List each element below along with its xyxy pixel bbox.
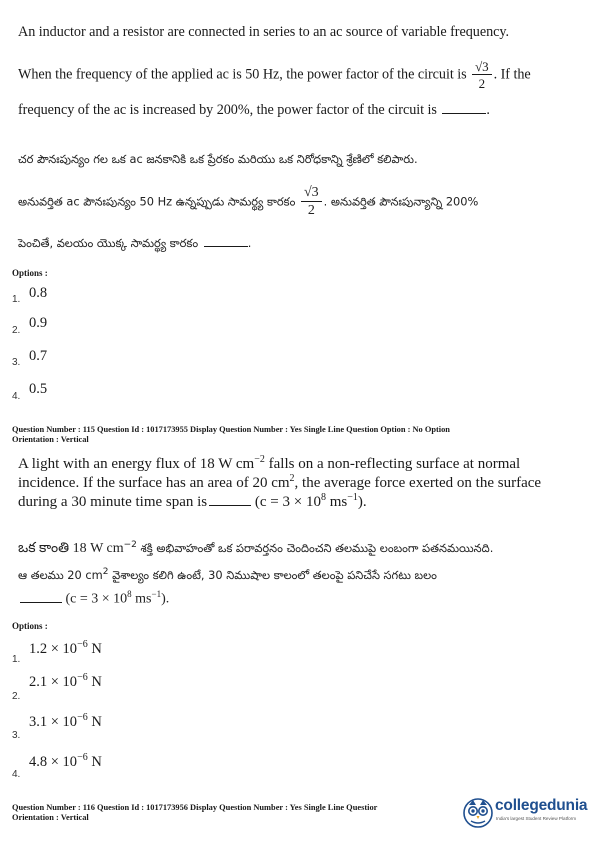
q115-line3-end: . [486, 102, 490, 118]
owl-icon [462, 796, 494, 828]
superscript: −1 [151, 589, 162, 599]
q116-telugu-line3-c: ). [161, 591, 170, 607]
q115-telugu-line3 [18, 236, 251, 253]
option-2[interactable] [29, 672, 102, 691]
fraction-numerator: √3 [301, 186, 322, 202]
fraction-denominator: 2 [478, 76, 486, 91]
answer-blank [442, 112, 486, 114]
option-3[interactable]: 0.7 [29, 348, 48, 364]
question-meta-line2: Orientation : Vertical [12, 813, 89, 822]
option-number: 2. [12, 325, 21, 336]
logo-wordmark: collegedunia [495, 797, 588, 814]
answer-blank [204, 245, 248, 247]
q116-telugu-line2-a: ఆ తలము 20 cm [18, 567, 103, 582]
options-label: Options : [12, 621, 48, 631]
superscript: −2 [123, 540, 137, 551]
telugu-power-factor-fraction [301, 186, 322, 218]
answer-blank [209, 504, 251, 506]
option-unit: N [87, 713, 102, 730]
option-number: 1. [12, 654, 21, 665]
option-mantissa: 4.8 × 10 [29, 753, 78, 770]
q115-line3-text: frequency of the ac is increased by 200%, the power factor of the circuit is [18, 102, 437, 118]
question-meta-line2: Orientation : Vertical [12, 435, 89, 444]
q116-line3-a: during a 30 minute time span is [18, 494, 208, 510]
q115-text-line1: An inductor and a resistor are connected in series to an ac source of variable frequency. [18, 24, 509, 40]
superscript: −2 [254, 454, 265, 465]
q116-line3-b: (c = 3 × 10 [251, 494, 321, 510]
q116-line3-c: ms [325, 494, 348, 510]
exponent: −6 [77, 712, 88, 723]
question-meta-line1: Question Number : 116 Question Id : 1017173956 Display Question Number : Yes Single Line Questior [12, 803, 378, 812]
q115-telugu-line2 [18, 186, 478, 218]
option-4[interactable] [29, 752, 102, 771]
answer-blank [20, 601, 62, 603]
q116-telugu-line2 [18, 567, 437, 585]
q116-telugu-line1 [18, 540, 493, 559]
q116-line2-a: incidence. If the surface has an area of 20 cm [18, 475, 290, 491]
question-meta-line1: Question Number : 115 Question Id : 1017173955 Display Question Number : Yes Single Line Question Option : No Option [12, 425, 450, 434]
exponent: −6 [77, 639, 88, 650]
option-number: 2. [12, 691, 21, 702]
option-4[interactable]: 0.5 [29, 381, 48, 397]
q115-line2-pre: When the frequency of the applied ac is 50 Hz, the power factor of the circuit is [18, 66, 467, 83]
collegedunia-logo [462, 794, 590, 830]
power-factor-fraction [472, 60, 492, 90]
q115-telugu-line2-pre: అనువర్తిత ac పౌనఃపున్యం 50 Hz ఉన్నప్పుడు సామర్థ్య కారకం [18, 194, 296, 209]
option-unit: N [87, 753, 102, 770]
option-number: 3. [12, 357, 21, 368]
q115-text-line2 [18, 60, 531, 90]
superscript: 2 [102, 567, 109, 577]
q116-telugu-line3 [18, 589, 169, 608]
q115-telugu-line1: చర పౌనఃపున్యం గల ఒక ac జనకానికి ఒక ప్రేరకం మరియు ఒక నిరోధకాన్ని శ్రేణిలో కలిపారు. [18, 152, 418, 166]
q116-telugu-line1-a: ఒక కాంతి 18 W cm [18, 541, 124, 556]
q116-text-line3 [18, 489, 367, 511]
option-1[interactable] [29, 639, 102, 658]
option-number: 4. [12, 769, 21, 780]
q116-line1-b: falls on a non-reflecting surface at normal [264, 456, 521, 472]
q115-telugu-line3-text: పెంచితే, వలయం యొక్క సామర్థ్య కారకం [18, 236, 199, 250]
fraction-denominator: 2 [307, 203, 315, 218]
q116-line1-a: A light with an energy flux of 18 W cm [18, 456, 255, 472]
q116-line3-d: ). [357, 494, 367, 510]
superscript: −1 [347, 492, 358, 503]
q115-telugu-line3-end: . [247, 236, 252, 250]
exponent: −6 [77, 752, 88, 763]
q116-line2-b: , the average force exerted on the surface [294, 475, 542, 491]
logo-tagline: India's largest Student Review Platform [496, 816, 577, 821]
q116-telugu-line2-b: వైశాల్యం కలిగి ఉంటే, 30 నిముషాల కాలంలో తలంపై పనిచేసే సగటు బలం [108, 567, 437, 582]
option-number: 1. [12, 294, 21, 305]
option-mantissa: 3.1 × 10 [29, 713, 78, 730]
option-2[interactable]: 0.9 [29, 315, 48, 331]
exponent: −6 [77, 672, 88, 683]
option-mantissa: 2.1 × 10 [29, 673, 78, 690]
option-number: 4. [12, 391, 21, 402]
superscript: 8 [127, 589, 132, 599]
superscript: 8 [320, 492, 326, 503]
superscript: 2 [289, 473, 295, 484]
q116-telugu-line3-b: ms [131, 591, 152, 607]
option-unit: N [87, 640, 102, 657]
option-3[interactable] [29, 712, 102, 731]
q115-text-line3 [18, 102, 490, 119]
option-number: 3. [12, 730, 21, 741]
q115-telugu-line2-post: . అనువర్తిత పౌనఃపున్యాన్ని 200% [323, 194, 479, 209]
fraction-numerator: √3 [472, 60, 492, 75]
q116-telugu-line1-b: శక్తి అభివాహంతో ఒక పరావర్తనం చెందించని తలముపై లంబంగా పతనమయినది. [136, 541, 494, 555]
option-mantissa: 1.2 × 10 [29, 640, 78, 657]
option-unit: N [87, 673, 102, 690]
q116-telugu-line3-a: (c = 3 × 10 [65, 591, 128, 607]
option-1[interactable]: 0.8 [29, 285, 48, 301]
q115-line2-post: . If the [493, 66, 531, 83]
options-label: Options : [12, 268, 48, 278]
